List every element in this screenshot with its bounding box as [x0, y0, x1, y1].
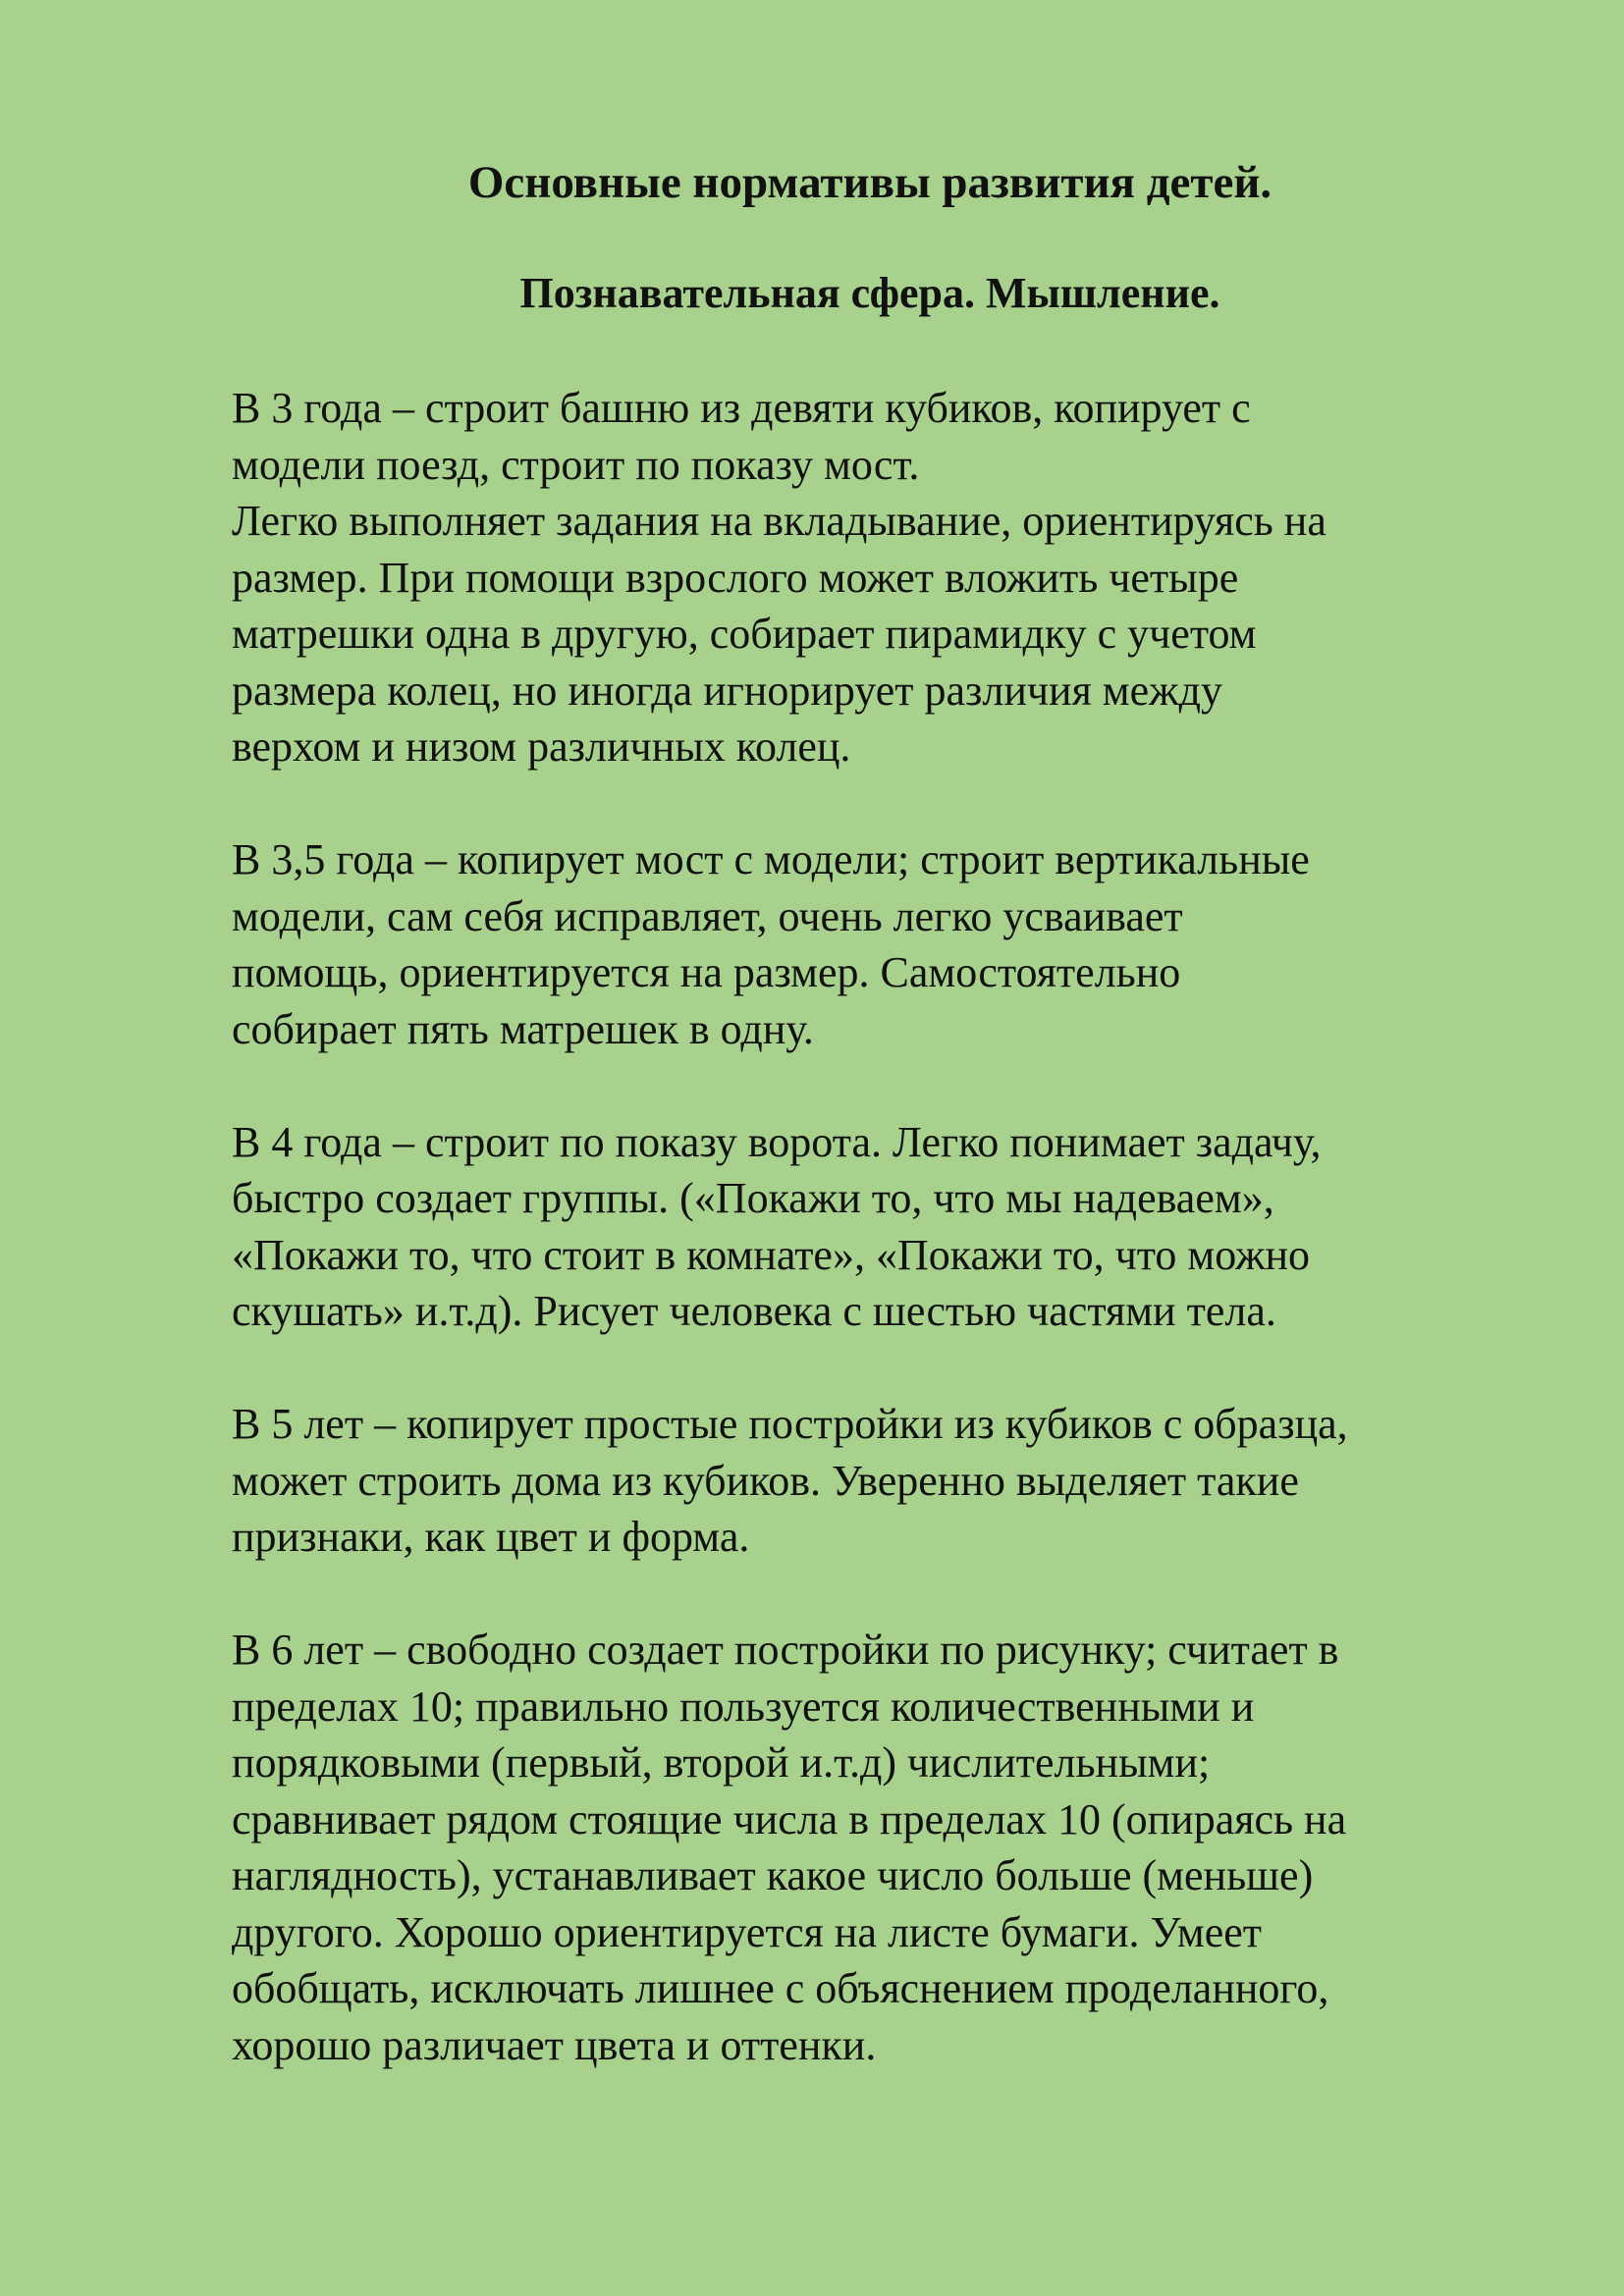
document-title: Основные нормативы развития детей.: [467, 157, 1272, 208]
text-line: быстро создает группы. («Покажи то, что мы надеваем»,: [232, 1174, 1274, 1222]
text-line: пределах 10; правильно пользуется количественными и: [232, 1682, 1255, 1731]
text-line: Легко выполняет задания на вкладывание, ориентируясь на: [232, 497, 1326, 545]
text-line: помощь, ориентируется на размер. Самостоятельно: [232, 948, 1181, 996]
paragraph-age-3-5: [232, 831, 1538, 1057]
text-line: верхом и низом различных колец.: [232, 722, 851, 771]
text-line: В 5 лет – копирует простые постройки из кубиков с образца,: [232, 1400, 1348, 1448]
text-line: «Покажи то, что стоит в комнате», «Покажи то, что можно: [232, 1230, 1311, 1279]
paragraph-age-3: [232, 380, 1538, 775]
document-body: [232, 380, 1538, 2130]
paragraph-age-5: [232, 1396, 1538, 1566]
text-line: другого. Хорошо ориентируется на листе бумаги. Умеет: [232, 1907, 1262, 1956]
text-line: сравнивает рядом стоящие числа в пределах 10 (опираясь на: [232, 1794, 1347, 1843]
section-subtitle: Познавательная сфера. Мышление.: [519, 269, 1220, 317]
paragraph-age-4: [232, 1114, 1538, 1340]
text-line: В 3 года – строит башню из девяти кубиков, копирует с: [232, 384, 1251, 432]
text-line: собирает пять матрешек в одну.: [232, 1004, 814, 1053]
text-line: обобщать, исключать лишнее с объяснением проделанного,: [232, 1964, 1329, 2012]
text-line: матрешки одна в другую, собирает пирамидку с учетом: [232, 610, 1257, 658]
text-line: скушать» и.т.д). Рисует человека с шестью частями тела.: [232, 1287, 1276, 1335]
text-line: размер. При помощи взрослого может вложить четыре: [232, 553, 1239, 602]
text-line: модели, сам себя исправляет, очень легко усваивает: [232, 891, 1183, 940]
text-line: размера колец, но иногда игнорирует различия между: [232, 666, 1222, 715]
text-line: наглядность), устанавливает какое число больше (меньше): [232, 1851, 1314, 1899]
text-line: В 4 года – строит по показу ворота. Легко понимает задачу,: [232, 1117, 1322, 1166]
text-line: В 6 лет – свободно создает постройки по рисунку; считает в: [232, 1626, 1339, 1674]
paragraph-age-6: [232, 1622, 1538, 2073]
text-line: может строить дома из кубиков. Уверенно выделяет такие: [232, 1456, 1299, 1505]
text-line: хорошо различает цвета и оттенки.: [232, 2020, 877, 2069]
text-line: порядковыми (первый, второй и.т.д) числительными;: [232, 1738, 1211, 1787]
text-line: признаки, как цвет и форма.: [232, 1513, 750, 1561]
text-line: В 3,5 года – копирует мост с модели; строит вертикальные: [232, 835, 1310, 883]
text-line: модели поезд, строит по показу мост.: [232, 440, 920, 489]
